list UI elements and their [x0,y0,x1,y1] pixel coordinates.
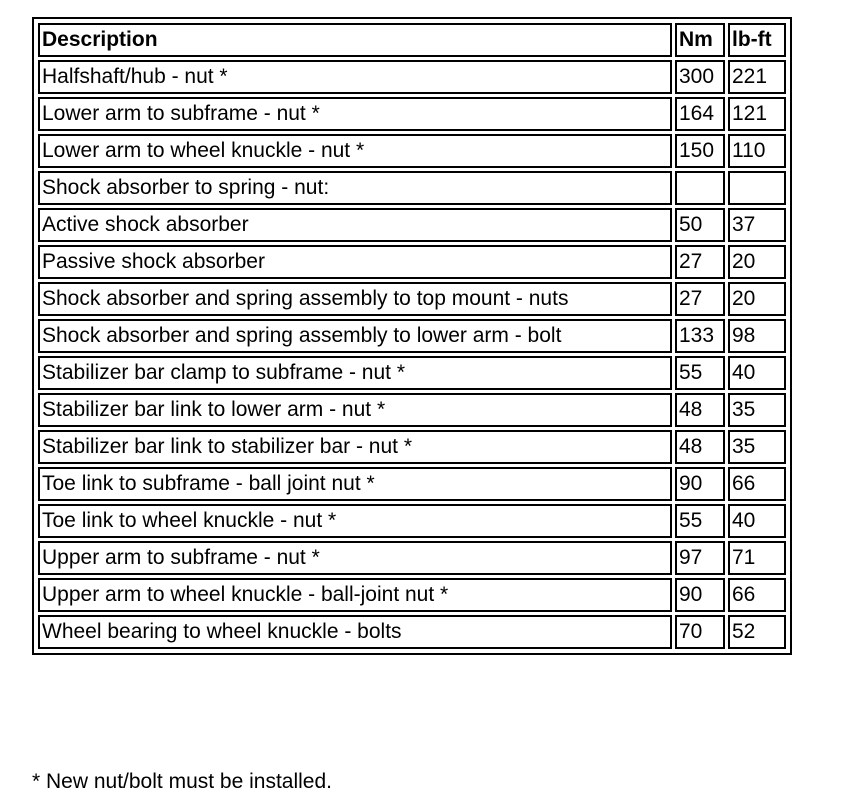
footnote: * New nut/bolt must be installed. [32,770,332,793]
table-row [38,171,786,205]
table-row [38,504,786,538]
cell-lbft: 40 [728,504,786,538]
cell-description: Halfshaft/hub - nut * [38,60,672,94]
cell-lbft: 20 [728,245,786,279]
cell-lbft: 35 [728,430,786,464]
cell-description: Toe link to subframe - ball joint nut * [38,467,672,501]
table-row [38,615,786,649]
cell-description: Shock absorber and spring assembly to top mount - nuts [38,282,672,316]
table-header-row [38,23,786,57]
cell-nm [675,171,725,205]
cell-nm: 27 [675,245,725,279]
header-nm: Nm [675,23,725,57]
table-row [38,282,786,316]
cell-lbft: 98 [728,319,786,353]
cell-nm: 48 [675,430,725,464]
table-row [38,97,786,131]
cell-lbft: 66 [728,467,786,501]
torque-spec-table [32,17,792,655]
cell-nm: 90 [675,467,725,501]
table-row [38,319,786,353]
cell-description: Active shock absorber [38,208,672,242]
cell-lbft: 20 [728,282,786,316]
cell-nm: 55 [675,356,725,390]
cell-lbft: 121 [728,97,786,131]
header-description: Description [38,23,672,57]
cell-description: Shock absorber to spring - nut: [38,171,672,205]
cell-nm: 133 [675,319,725,353]
cell-description: Wheel bearing to wheel knuckle - bolts [38,615,672,649]
cell-nm: 300 [675,60,725,94]
cell-lbft: 35 [728,393,786,427]
cell-nm: 150 [675,134,725,168]
table-row [38,393,786,427]
cell-lbft: 37 [728,208,786,242]
cell-description: Toe link to wheel knuckle - nut * [38,504,672,538]
cell-description: Upper arm to subframe - nut * [38,541,672,575]
table-row [38,541,786,575]
cell-lbft [728,171,786,205]
cell-description: Stabilizer bar clamp to subframe - nut * [38,356,672,390]
cell-nm: 48 [675,393,725,427]
cell-nm: 70 [675,615,725,649]
cell-lbft: 221 [728,60,786,94]
cell-description: Lower arm to wheel knuckle - nut * [38,134,672,168]
cell-lbft: 40 [728,356,786,390]
cell-lbft: 52 [728,615,786,649]
table-row [38,245,786,279]
cell-description: Stabilizer bar link to stabilizer bar - nut * [38,430,672,464]
table-row [38,430,786,464]
table-row [38,356,786,390]
cell-description: Stabilizer bar link to lower arm - nut * [38,393,672,427]
cell-nm: 97 [675,541,725,575]
table-row [38,467,786,501]
cell-nm: 55 [675,504,725,538]
cell-lbft: 110 [728,134,786,168]
cell-nm: 164 [675,97,725,131]
table-row [38,60,786,94]
cell-lbft: 71 [728,541,786,575]
table-row [38,208,786,242]
cell-nm: 27 [675,282,725,316]
cell-description: Shock absorber and spring assembly to lower arm - bolt [38,319,672,353]
table-row [38,134,786,168]
header-lbft: lb-ft [728,23,786,57]
cell-nm: 90 [675,578,725,612]
cell-description: Lower arm to subframe - nut * [38,97,672,131]
cell-description: Upper arm to wheel knuckle - ball-joint nut * [38,578,672,612]
table-body [38,60,786,649]
table-row [38,578,786,612]
cell-description: Passive shock absorber [38,245,672,279]
cell-lbft: 66 [728,578,786,612]
cell-nm: 50 [675,208,725,242]
